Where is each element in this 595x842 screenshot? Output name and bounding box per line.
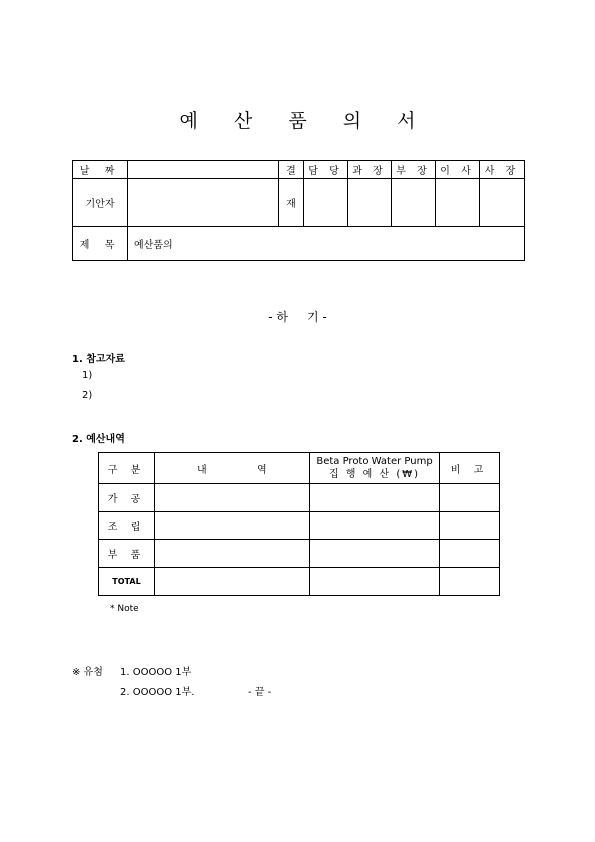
cell-remarks[interactable] <box>440 540 500 568</box>
table-row <box>99 540 500 568</box>
drafter-field[interactable] <box>128 179 279 227</box>
cell-detail[interactable] <box>155 540 310 568</box>
approval-label-top: 결 <box>279 161 304 179</box>
section1-item-2: 2) <box>82 390 93 401</box>
cell-detail[interactable] <box>155 484 310 512</box>
column-budget <box>310 453 440 484</box>
cell-budget[interactable] <box>310 484 440 512</box>
attachment-line-1: 1. OOOOO 1부 <box>120 667 192 678</box>
approver-president-label: 사 장 <box>480 161 525 179</box>
date-field[interactable] <box>128 161 279 179</box>
cell-budget[interactable] <box>310 512 440 540</box>
budget-table <box>98 452 500 596</box>
attachment-label: ※ 유첨 <box>72 667 103 678</box>
approver-director-label: 이 사 <box>436 161 480 179</box>
approver-section-chief-sign-box[interactable] <box>348 179 392 227</box>
approval-label-bottom: 재 <box>279 179 304 227</box>
approver-dept-head-label: 부 장 <box>392 161 436 179</box>
table-row <box>99 512 500 540</box>
column-detail-right: 역 <box>257 464 267 476</box>
cell-remarks[interactable] <box>440 568 500 596</box>
column-budget-line1: Beta Proto Water Pump <box>316 456 433 467</box>
approver-staff-sign-box[interactable] <box>304 179 348 227</box>
approval-header-table <box>72 160 525 261</box>
row-label-processing: 가 공 <box>99 484 155 512</box>
approver-president-sign-box[interactable] <box>480 179 525 227</box>
row-label-parts: 부 품 <box>99 540 155 568</box>
date-label: 날 짜 <box>73 161 128 179</box>
cell-budget[interactable] <box>310 540 440 568</box>
approver-dept-head-sign-box[interactable] <box>392 179 436 227</box>
section1-item-1: 1) <box>82 370 93 381</box>
document-title: 예 산 품 의 서 <box>179 110 431 132</box>
column-budget-line2: 집 행 예 산 (₩) <box>328 469 421 480</box>
end-mark: - 끝 - <box>248 687 272 698</box>
row-label-assembly: 조 립 <box>99 512 155 540</box>
cell-detail[interactable] <box>155 512 310 540</box>
table-row <box>99 568 500 596</box>
section1-title: 1. 참고자료 <box>72 354 125 365</box>
row-label-total: TOTAL <box>99 568 155 596</box>
subject-label: 제 목 <box>73 227 128 261</box>
approver-director-sign-box[interactable] <box>436 179 480 227</box>
column-detail-left: 내 <box>197 464 207 476</box>
cell-remarks[interactable] <box>440 512 500 540</box>
cell-detail[interactable] <box>155 568 310 596</box>
hagi-heading: - 하 기 - <box>268 310 327 324</box>
cell-remarks[interactable] <box>440 484 500 512</box>
approver-section-chief-label: 과 장 <box>348 161 392 179</box>
table-row <box>99 484 500 512</box>
approver-staff-label: 담 당 <box>304 161 348 179</box>
column-remarks: 비 고 <box>440 453 500 484</box>
budget-note: * Note <box>110 604 139 614</box>
attachment-line-2: 2. OOOOO 1부. <box>120 687 195 698</box>
cell-budget[interactable] <box>310 568 440 596</box>
column-detail <box>155 453 310 484</box>
subject-field[interactable]: 예산품의 <box>128 227 525 261</box>
column-category: 구 분 <box>99 453 155 484</box>
drafter-label: 기안자 <box>73 179 128 227</box>
section2-title: 2. 예산내역 <box>72 434 125 445</box>
